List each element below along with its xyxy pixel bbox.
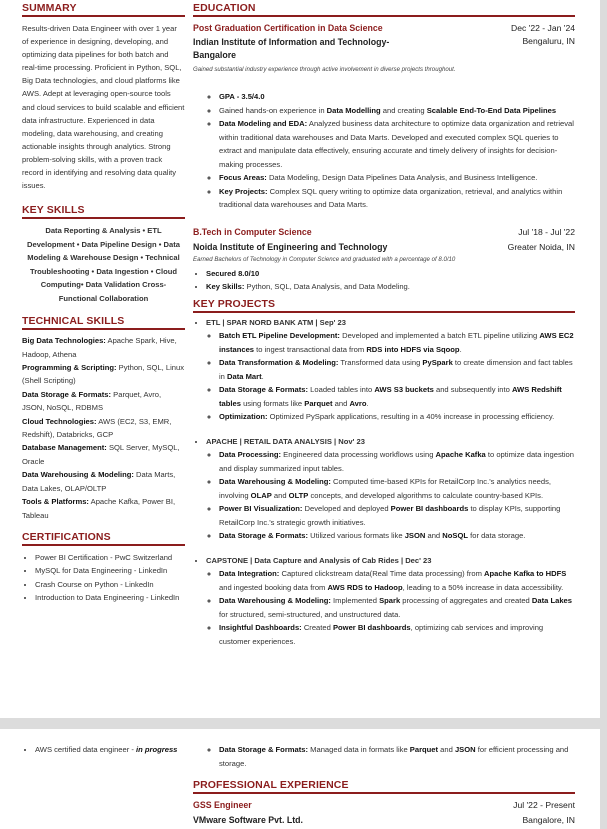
certification-item: • Power BI Certification - PwC Switzerland	[35, 551, 185, 565]
experience-location: Bangalore, IN	[522, 815, 575, 825]
pg-dates: Dec '22 - Jan '24	[511, 23, 575, 33]
project-bullet: ◦ Data Storage & Formats: Managed data in formats like Parquet and JSON for efficient processing and storage.	[219, 743, 575, 770]
btech-institute-row	[193, 242, 575, 252]
tech-skill-item: Data Warehousing & Modeling: Data Marts, Data Lakes, OLAP/OLTP	[22, 470, 176, 493]
tech-skill-item: Cloud Technologies: AWS (EC2, S3, EMR, Redshift), Databricks, GCP	[22, 416, 172, 440]
project-block	[193, 435, 575, 543]
certifications-list	[22, 551, 185, 605]
certification-item: • MySQL for Data Engineering - LinkedIn	[35, 564, 185, 578]
tech-skill-item: Big Data Technologies: Apache Spark, Hive, Hadoop, Athena	[22, 336, 177, 359]
education-rule	[193, 15, 575, 17]
left-column	[22, 2, 185, 605]
key-skills-rule	[22, 217, 185, 219]
key-skills-text: Data Reporting & Analysis • ETL Development • Data Pipeline Design • Data Modeling & Warehouse Design • Technical Troubleshooting • Data Ingestion • Cloud Computing• Data Validation Cross-Functional Collaboration	[26, 226, 180, 303]
pg-location: Bengaluru, IN	[522, 36, 575, 46]
btech-bullets	[193, 267, 575, 294]
project-bullet: ◦ Data Processing: Engineered data processing workflows using Apache Kafka to optimize data ingestion and display summarized input tables.	[219, 448, 575, 475]
certification-item: • Introduction to Data Engineering - LinkedIn	[35, 591, 185, 605]
project-title: • CAPSTONE | Data Capture and Analysis of Cab Rides | Dec' 23	[206, 554, 575, 568]
project-title: • APACHE | RETAIL DATA ANALYSIS | Nov' 23	[206, 435, 575, 449]
btech-title: B.Tech in Computer Science	[193, 226, 312, 237]
certification-item: • Crash Course on Python - LinkedIn	[35, 578, 185, 592]
experience-title-row	[193, 800, 575, 810]
right-column-continued	[193, 743, 575, 825]
btech-title-row	[193, 227, 575, 237]
btech-location: Greater Noida, IN	[507, 241, 575, 252]
project-block	[193, 316, 575, 424]
left-column-continued	[22, 743, 185, 757]
btech-dates: Jul '18 - Jul '22	[518, 226, 575, 237]
experience-company-row	[193, 815, 575, 825]
project-continued	[193, 743, 575, 770]
btech-institute: Noida Institute of Engineering and Technology	[193, 241, 388, 252]
experience-heading: PROFESSIONAL EXPERIENCE	[193, 779, 349, 791]
technical-skills-rule	[22, 328, 185, 330]
project-bullet: ◦ Data Warehousing & Modeling: Implemented Spark processing of aggregates and created Data Lakes for structured, semi-structured, and unstructured data.	[219, 594, 575, 621]
technical-skills-heading: TECHNICAL SKILLS	[22, 315, 125, 328]
btech-skills: • Key Skills: Python, SQL, Data Analysis, and Data Modeling.	[206, 280, 575, 294]
project-bullet: ◦ Data Integration: Captured clickstream data(Real Time data processing) from Apache Kafka to HDFS and ingested booking data from AWS RDS to Hadoop, leading to a 50% increase in data accessibility.	[219, 567, 575, 594]
experience-rule	[193, 792, 575, 794]
technical-skills-list	[22, 334, 185, 522]
tech-skill-item: Database Management: SQL Server, MySQL, Oracle	[22, 443, 180, 466]
experience-company: VMware Software Pvt. Ltd.	[193, 815, 303, 825]
resume-page-2	[0, 729, 600, 829]
project-bullet: ◦ Data Storage & Formats: Utilized various formats like JSON and NoSQL for data storage.	[219, 529, 575, 543]
summary-text: Results-driven Data Engineer with over 1 year of experience in designing, developing, and optimizing data pipelines for both batch and real-time processing. Proficient in Python, SQL, Big Data technologies, and cloud platforms like AWS. Adept at leveraging open-source tools and cloud services to build scalable and efficient data infrastructure. Experienced in data modeling, data warehousing, and creating actionable insights through analytics. Strong problem-solving skills, with a proven track record in identifying and resolving data quality issues.	[22, 24, 185, 191]
projects-container	[193, 316, 575, 649]
projects-rule	[193, 311, 575, 313]
pg-bullet: ◦ Gained hands-on experience in Data Modelling and creating Scalable End-To-End Data Pipelines	[219, 104, 575, 118]
pg-title: Post Graduation Certification in Data Science	[193, 23, 383, 33]
project-bullet: ◦ Insightful Dashboards: Created Power BI dashboards, optimizing cab services and improving customer experiences.	[219, 621, 575, 648]
project-bullet: ◦ Data Transformation & Modeling: Transformed data using PySpark to create dimension and fact tables in Data Mart.	[219, 356, 575, 383]
certifications-heading: CERTIFICATIONS	[22, 530, 111, 543]
btech-secured: • Secured 8.0/10	[206, 267, 575, 281]
pg-bullet: ◦ Data Modeling and EDA: Analyzed business data architecture to optimize data organization and retrieval within traditional data warehouses and Data Marts. Developed and executed complex SQL queries to extract and manipulate data effectively, ensuring accurate and timely delivery of insights for decision-making processes.	[219, 117, 575, 171]
summary-heading: SUMMARY	[22, 2, 77, 14]
summary-rule	[22, 15, 185, 17]
project-bullet: ◦ Data Storage & Formats: Loaded tables into AWS S3 buckets and subsequently into AWS Redshift tables using formats like Parquet and Avro.	[219, 383, 575, 410]
experience-role: GSS Engineer	[193, 800, 252, 810]
experience-dates: Jul '22 - Present	[513, 800, 575, 810]
project-block	[193, 554, 575, 649]
certifications-rule	[22, 544, 185, 546]
pg-note: Gained substantial industry experience through active involvement in diverse projects throughout.	[193, 66, 456, 73]
pg-institute-row	[193, 36, 575, 62]
certifications-continued	[22, 743, 185, 757]
pg-institute: Indian Institute of Information and Technology-Bangalore	[193, 37, 390, 60]
right-column	[193, 2, 575, 648]
project-bullet: ◦ Power BI Visualization: Developed and deployed Power BI dashboards to display KPIs, supporting RetailCorp Inc.'s strategic growth initiatives.	[219, 502, 575, 529]
pg-bullets	[193, 90, 575, 212]
project-bullet: ◦ Data Warehousing & Modeling: Computed time-based KPIs for RetailCorp Inc.'s analytics needs, involving OLAP and OLTP concepts, and developed algorithms to calculate country-based KPIs.	[219, 475, 575, 502]
pg-bullet: ◦ Focus Areas: Data Modeling, Design Data Pipelines Data Analysis, and Business Intelligence.	[219, 171, 575, 185]
project-bullet: ◦ Batch ETL Pipeline Development: Developed and implemented a batch ETL pipeline utilizing AWS EC2 instances to ingest transactional data from RDS into HDFS via Sqoop.	[219, 329, 575, 356]
project-title: • ETL | SPAR NORD BANK ATM | Sep' 23	[206, 316, 575, 330]
pg-bullet: ◦ Key Projects: Complex SQL query writing to optimize data organization, retrieval, and analytics within traditional data warehouses and Data Marts.	[219, 185, 575, 212]
tech-skill-item: Tools & Platforms: Apache Kafka, Power BI, Tableau	[22, 497, 176, 520]
gpa-item: ◦ GPA - 3.5/4.0	[219, 90, 575, 104]
tech-skill-item: Data Storage & Formats: Parquet, Avro, JSON, NoSQL, RDBMS	[22, 389, 162, 413]
btech-note: Earned Bachelors of Technology in Computer Science and graduated with a percentage of 8.0/10	[193, 255, 456, 263]
education-heading: EDUCATION	[193, 2, 256, 14]
pg-title-row	[193, 23, 575, 33]
projects-heading: KEY PROJECTS	[193, 297, 276, 310]
key-skills-heading: KEY SKILLS	[22, 204, 85, 217]
project-bullet: ◦ Optimization: Optimized PySpark applications, resulting in a 40% increase in processing efficiency.	[219, 410, 575, 424]
tech-skill-item: Programming & Scripting: Python, SQL, Linux (Shell Scripting)	[22, 363, 185, 386]
certification-item: • AWS certified data engineer - in progress	[35, 743, 185, 757]
